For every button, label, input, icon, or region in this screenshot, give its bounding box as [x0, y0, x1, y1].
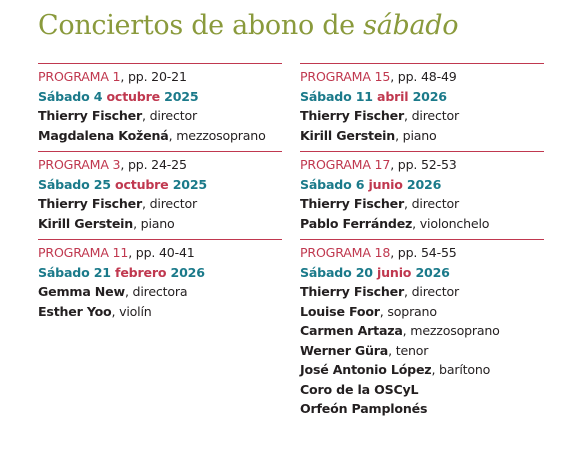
- program-heading: [300, 67, 544, 87]
- date-day: Sábado 21: [38, 264, 111, 280]
- program-pages: , pp. 48-49: [390, 69, 457, 84]
- program-label: PROGRAMA 15: [300, 69, 391, 84]
- performer-name: Coro de la OSCyL: [300, 381, 419, 397]
- program-date: [38, 175, 282, 195]
- performer-name: Magdalena Kožená: [38, 127, 169, 143]
- date-year: 2026: [170, 264, 205, 280]
- performer-name: Thierry Fischer: [300, 284, 405, 299]
- program-label: PROGRAMA 11: [38, 245, 129, 260]
- performer: [38, 106, 282, 126]
- performer: [38, 126, 282, 146]
- program-heading: [300, 243, 544, 263]
- performer-role: , director: [142, 196, 197, 211]
- program-date: [38, 87, 282, 107]
- program-label: PROGRAMA 3: [38, 157, 121, 172]
- date-month: junio: [377, 264, 412, 280]
- performer-role: , violín: [111, 303, 152, 319]
- date-day: Sábado 6: [300, 176, 365, 192]
- performer: [38, 194, 282, 214]
- performer-name: Orfeón Pamplonés: [300, 401, 428, 416]
- date-day: Sábado 4: [38, 88, 103, 104]
- page-title-italic: sábado: [363, 10, 459, 41]
- date-year: 2026: [415, 264, 450, 280]
- date-day: Sábado 20: [300, 264, 373, 280]
- program-block: [38, 151, 282, 233]
- date-year: 2026: [406, 176, 442, 192]
- performer-role: , barítono: [431, 362, 491, 377]
- date-day: Sábado 25: [38, 176, 111, 192]
- program-pages: , pp. 52-53: [390, 157, 457, 172]
- date-year: 2026: [412, 88, 447, 104]
- performer-name: Carmen Artaza: [300, 323, 403, 338]
- performer-name: Kirill Gerstein: [300, 127, 396, 143]
- page-title-main: Conciertos de abono de: [38, 10, 355, 41]
- performer: [300, 302, 544, 322]
- date-year: 2025: [172, 176, 207, 192]
- program-date: [300, 175, 544, 195]
- performer-role: , violonchelo: [412, 215, 490, 231]
- performer: [300, 399, 544, 419]
- performer-name: Kirill Gerstein: [38, 215, 134, 231]
- performer-role: , soprano: [379, 303, 437, 319]
- program-label: PROGRAMA 1: [38, 69, 121, 84]
- program-pages: , pp. 54-55: [390, 245, 457, 260]
- page-title: [38, 10, 458, 41]
- program-block: [38, 239, 282, 321]
- performer-role: , director: [142, 108, 197, 123]
- date-month: octubre: [106, 88, 160, 104]
- program-heading: [38, 155, 282, 175]
- left-column: [38, 63, 282, 327]
- program-heading: [38, 67, 282, 87]
- date-month: octubre: [115, 176, 169, 192]
- date-month: abril: [377, 88, 409, 104]
- program-label: PROGRAMA 18: [300, 245, 391, 260]
- performer: [300, 214, 544, 234]
- performer-role: , mezzosoprano: [402, 323, 500, 338]
- program-date: [300, 263, 544, 283]
- performer: [38, 302, 282, 322]
- performer-role: , directora: [124, 284, 188, 299]
- performer: [300, 194, 544, 214]
- performer-name: Thierry Fischer: [38, 108, 143, 123]
- performer-name: Thierry Fischer: [300, 196, 405, 211]
- performer: [300, 106, 544, 126]
- performer-role: , piano: [133, 215, 175, 231]
- performer-name: Pablo Ferrández: [300, 215, 413, 231]
- date-year: 2025: [164, 88, 199, 104]
- program-heading: [300, 155, 544, 175]
- program-label: PROGRAMA 17: [300, 157, 391, 172]
- date-month: febrero: [115, 264, 167, 280]
- performer-role: , director: [404, 108, 459, 123]
- date-day: Sábado 11: [300, 88, 373, 104]
- right-column: [300, 63, 544, 425]
- performer-role: , director: [404, 284, 459, 299]
- program-block: [300, 63, 544, 145]
- program-block: [38, 63, 282, 145]
- performer-role: , director: [404, 196, 459, 211]
- performer: [300, 360, 544, 380]
- performer: [38, 214, 282, 234]
- performer-name: Louise Foor: [300, 303, 380, 319]
- program-pages: , pp. 40-41: [128, 245, 195, 260]
- program-pages: , pp. 20-21: [120, 69, 187, 84]
- performer-role: , mezzosoprano: [168, 127, 266, 143]
- performer-name: Gemma New: [38, 284, 125, 299]
- performer-role: , piano: [395, 127, 437, 143]
- performer: [300, 380, 544, 400]
- program-date: [300, 87, 544, 107]
- performer: [300, 341, 544, 361]
- performer-name: Thierry Fischer: [38, 196, 143, 211]
- program-date: [38, 263, 282, 283]
- performer-name: Thierry Fischer: [300, 108, 405, 123]
- date-month: junio: [368, 176, 403, 192]
- performer-name: Esther Yoo: [38, 303, 112, 319]
- performer-role: , tenor: [388, 342, 429, 358]
- performer-name: José Antonio López: [300, 362, 432, 377]
- program-pages: , pp. 24-25: [120, 157, 187, 172]
- program-block: [300, 239, 544, 419]
- performer: [300, 282, 544, 302]
- program-heading: [38, 243, 282, 263]
- performer: [300, 321, 544, 341]
- program-block: [300, 151, 544, 233]
- performer-name: Werner Güra: [300, 342, 389, 358]
- performer: [38, 282, 282, 302]
- performer: [300, 126, 544, 146]
